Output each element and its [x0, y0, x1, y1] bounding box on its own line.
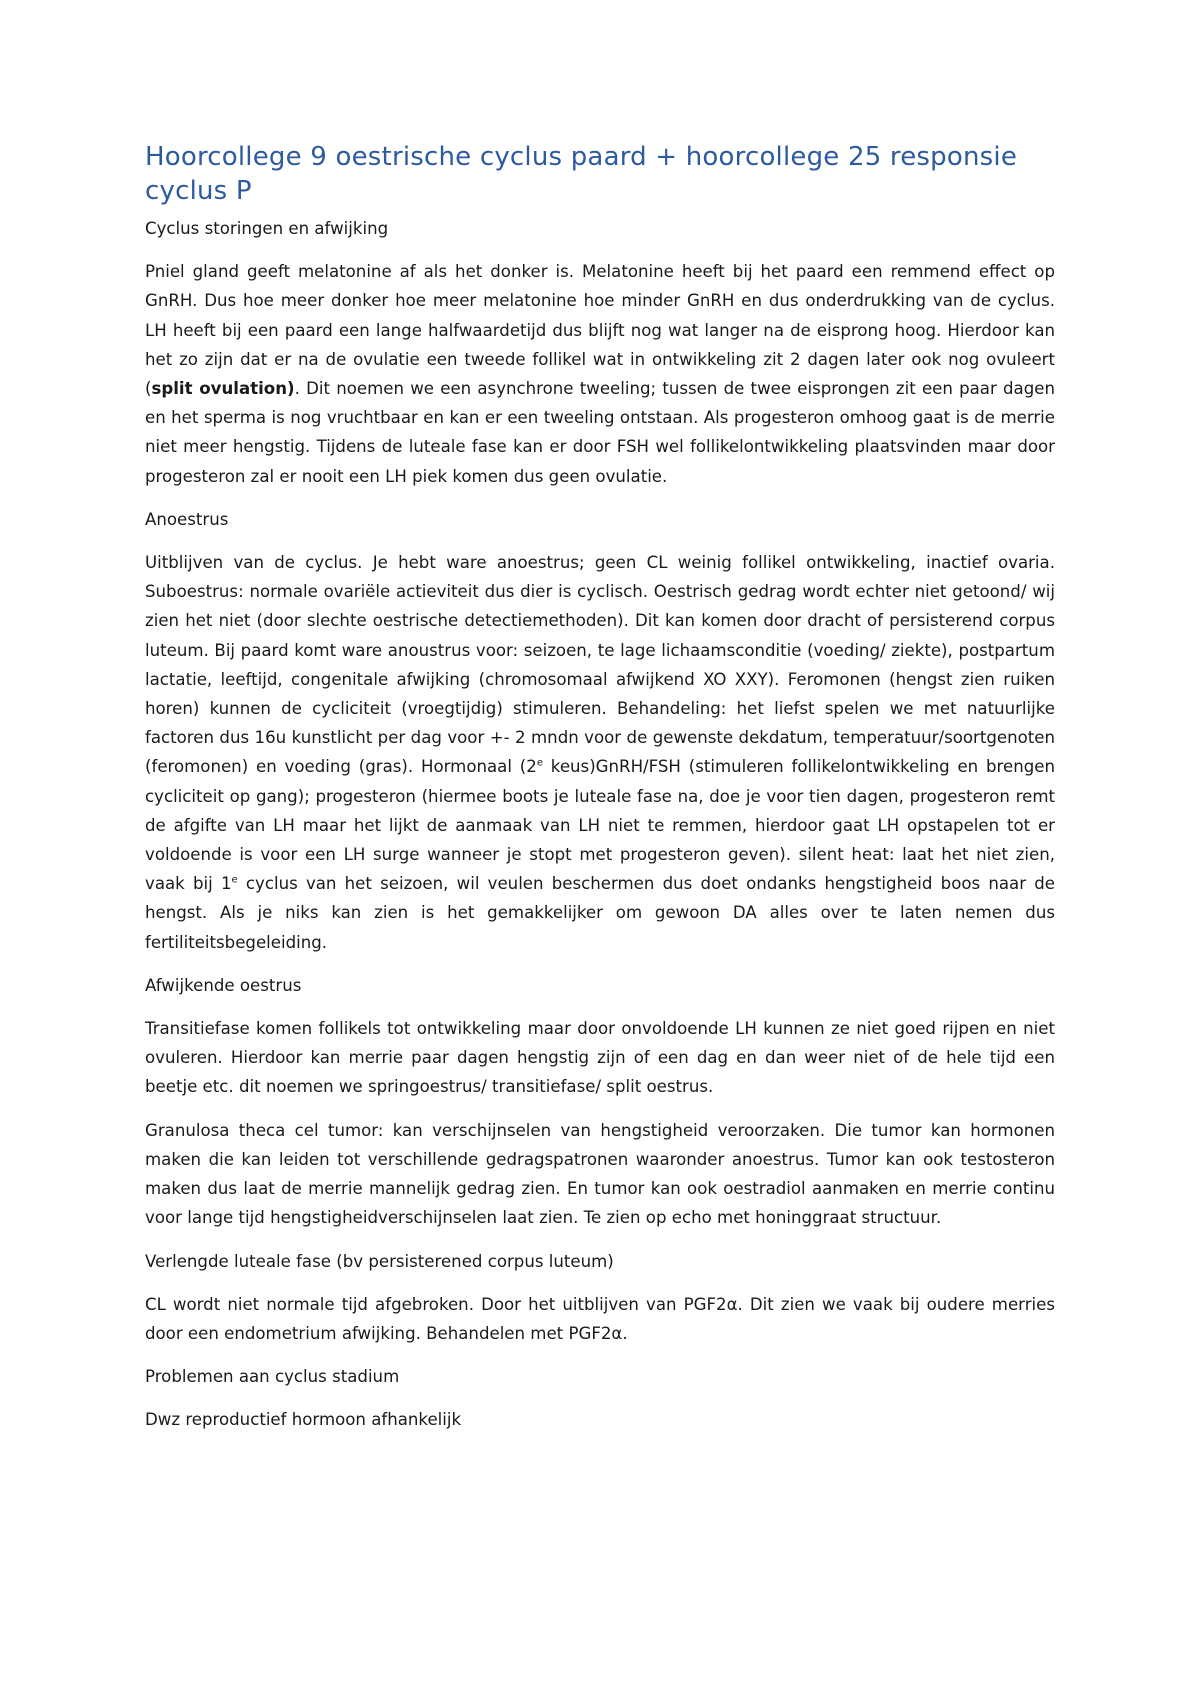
section-heading-cyclus-storingen: Cyclus storingen en afwijking — [145, 219, 389, 238]
paragraph-transitiefase: Transitiefase komen follikels tot ontwikkeling maar door onvoldoende LH kunnen ze niet goed rijpen en niet ovuleren. Hierdoor kan merrie paar dagen hengstig zijn of een dag en dan weer niet of de hele tijd een beetje etc. dit noemen we springoestrus/ transitiefase/ split oestrus. — [145, 1019, 1055, 1097]
paragraph-anoestrus: Uitblijven van de cyclus. Je hebt ware anoestrus; geen CL weinig follikel ontwikkeling, inactief ovaria. Suboestrus: normale ovariële actieviteit dus dier is cyclisch. Oestrisch gedrag wordt echter niet getoond/ wij zien het niet (door slechte oestrische detectiemethoden). Dit kan komen door dracht of persisterend corpus luteum. Bij paard komt ware anoustrus voor: seizoen, te lage lichaamsconditie (voeding/ ziekte), postpartum lactatie, leeftijd, congenitale afwijking (chromosomaal afwijkend XO XXY). Feromonen (hengst zien ruiken horen) kunnen de cycliciteit (vroegtijdig) stimuleren. Behandeling: het liefst spelen we met natuurlijke factoren dus 16u kunstlicht per dag voor +- 2 mndn voor de gewenste dekdatum, temperatuur/soortgenoten (feromonen) en voeding (gras). Hormonaal (2e keus)GnRH/FSH (stimuleren follikelontwikkeling en brengen cycliciteit op gang); progesteron (hiermee boots je luteale fase na, doe je voor tien dagen, progesteron remt de afgifte van LH maar het lijkt de aanmaak van LH niet te remmen, hierdoor gaat LH opstapelen tot er voldoende is voor een LH surge wanneer je stopt met progesteron geven). silent heat: laat het niet zien, vaak bij 1e cyclus van het seizoen, wil veulen beschermen dus doet ondanks hengstigheid boos naar de hengst. Als je niks kan zien is het gemakkelijker om gewoon DA alles over te laten nemen dus fertiliteitsbegeleiding. — [145, 553, 1055, 952]
section-heading-afwijkende-oestrus: Afwijkende oestrus — [145, 975, 302, 995]
paragraph-problemen: Dwz reproductief hormoon afhankelijk — [145, 1410, 462, 1430]
section-heading-anoestrus: Anoestrus — [145, 509, 229, 529]
paragraph-verlengde-luteale-fase: CL wordt niet normale tijd afgebroken. Door het uitblijven van PGF2α. Dit zien we vaak bij oudere merries door een endometrium afwijking. Behandelen met PGF2α. — [145, 1294, 1055, 1343]
bold-split-ovulation: split ovulation) — [151, 379, 295, 399]
paragraph-granulosa: Granulosa theca cel tumor: kan verschijnselen van hengstigheid veroorzaken. Die tumor kan hormonen maken die kan leiden tot verschillende gedragspatronen waaronder anoestrus. Tumor kan ook testosteron maken dus laat de merrie mannelijk gedrag zien. En tumor kan ook oestradiol aanmaken en merrie continu voor lange tijd hengstigheidverschijnselen laat zien. Te zien op echo met honinggraat structuur. — [145, 1120, 1055, 1228]
section-heading-verlengde-luteale-fase: Verlengde luteale fase (bv persisterened corpus luteum) — [145, 1251, 614, 1271]
document-title: Hoorcollege 9 oestrische cyclus paard + hoorcollege 25 responsie cyclus P — [145, 142, 1018, 206]
paragraph-cyclus-storingen: Pniel gland geeft melatonine af als het donker is. Melatonine heeft bij het paard een remmend effect op GnRH. Dus hoe meer donker hoe meer melatonine hoe minder GnRH en dus onderdrukking van de cyclus. LH heeft bij een paard een lange halfwaardetijd dus blijft nog wat langer na de eisprong hoog. Hierdoor kan het zo zijn dat er na de ovulatie een tweede follikel wat in ontwikkeling zit 2 dagen later ook nog ovuleert (split ovulation). Dit noemen we een asynchrone tweeling; tussen de twee eisprongen zit een paar dagen en het sperma is nog vruchtbaar en kan er een tweeling ontstaan. Als progesteron omhoog gaat is de merrie niet meer hengstig. Tijdens de luteale fase kan er door FSH wel follikelontwikkeling plaatsvinden maar door progesteron zal er nooit een LH piek komen dus geen ovulatie. — [145, 262, 1055, 486]
section-heading-problemen: Problemen aan cyclus stadium — [145, 1367, 400, 1387]
